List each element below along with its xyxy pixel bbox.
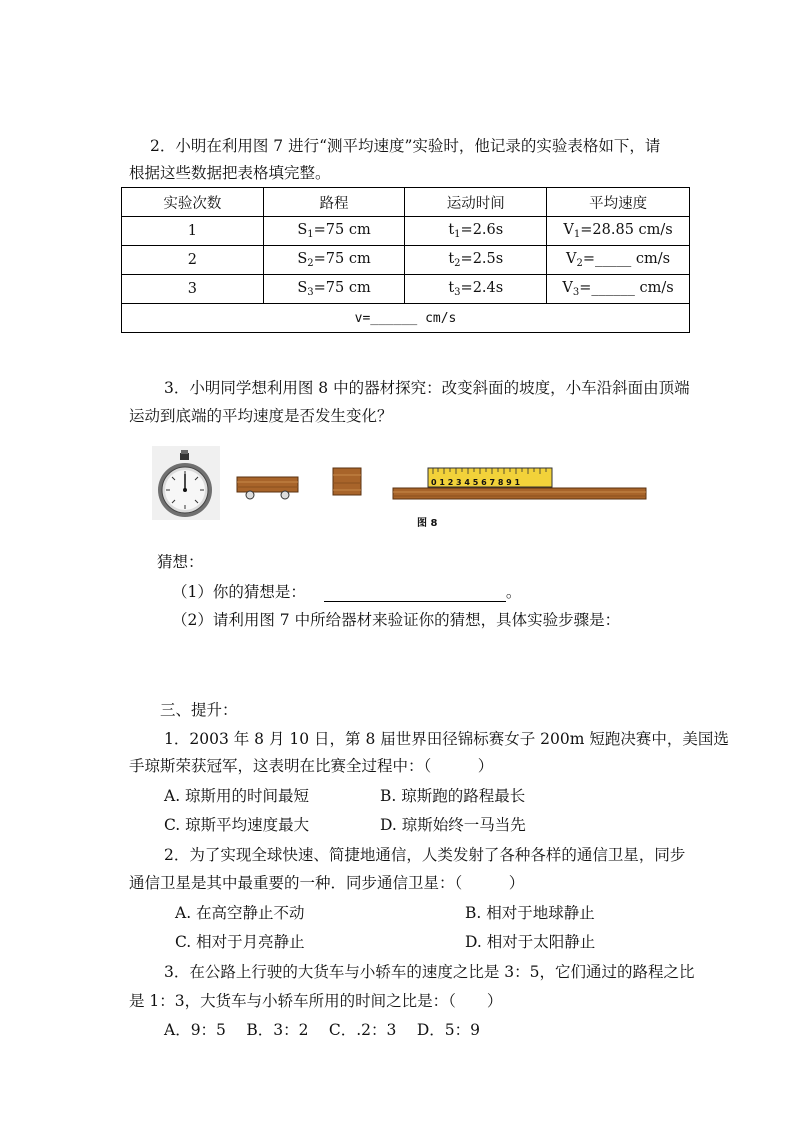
distance-cell bbox=[263, 275, 405, 304]
subscript: 1 bbox=[307, 229, 314, 240]
cart-icon bbox=[237, 477, 298, 499]
q3-line1: 3．小明同学想利用图 8 中的器材探究：改变斜面的坡度，小车沿斜面由顶端 bbox=[164, 379, 690, 397]
table-row bbox=[122, 275, 690, 304]
trial-number-cell: 3 bbox=[122, 275, 264, 304]
subscript: 2 bbox=[454, 258, 461, 269]
time-symbol: t bbox=[448, 222, 455, 238]
time-cell bbox=[405, 217, 547, 246]
speed-symbol: V bbox=[566, 251, 577, 267]
stopwatch-icon bbox=[152, 446, 220, 520]
s3-q1-line1: 1．2003 年 8 月 10 日，第 8 届世界田径锦标赛女子 200m 短跑决赛中，美国选 bbox=[164, 730, 729, 748]
s3-q1-line2: 手琼斯荣获冠军，这表明在比赛全过程中：（ ） bbox=[129, 757, 494, 775]
header-cell: 路程 bbox=[263, 188, 405, 217]
header-cell: 运动时间 bbox=[405, 188, 547, 217]
q2-line2: 根据这些数据把表格填完整。 bbox=[129, 164, 331, 182]
distance-cell bbox=[263, 246, 405, 275]
speed-symbol: V bbox=[562, 280, 573, 296]
speed-cell bbox=[547, 275, 690, 304]
s3-q1-option-b: B. 琼斯跑的路程最长 bbox=[380, 787, 526, 805]
s3-q3-line1: 3．在公路上行驶的大货车与小轿车的速度之比是 3：5，它们通过的路程之比 bbox=[164, 963, 695, 981]
speed-symbol: V bbox=[563, 222, 574, 238]
subscript: 3 bbox=[454, 287, 461, 298]
ruler-icon bbox=[428, 468, 552, 487]
time-cell bbox=[405, 275, 547, 304]
q3-line2: 运动到底端的平均速度是否发生变化？ bbox=[129, 407, 393, 425]
s3-q1-option-c: C. 琼斯平均速度最大 bbox=[164, 816, 310, 834]
header-cell: 平均速度 bbox=[547, 188, 690, 217]
table-row bbox=[122, 217, 690, 246]
table-row bbox=[122, 246, 690, 275]
s3-q3-options: A．9：5 B．3：2 C．.2：3 D．5：9 bbox=[164, 1021, 480, 1039]
s3-q1-option-d: D. 琼斯始终一马当先 bbox=[380, 816, 526, 834]
ruler-digits: 0 1 2 3 4 5 6 7 8 9 1 bbox=[431, 478, 521, 487]
s3-q2-option-c: C. 相对于月亮静止 bbox=[175, 933, 305, 951]
answer-blank[interactable] bbox=[324, 586, 506, 602]
trial-number-cell: 1 bbox=[122, 217, 264, 246]
subscript: 1 bbox=[573, 229, 581, 240]
figure-8 bbox=[150, 444, 650, 524]
average-speed-value: v=______ cm/s bbox=[354, 311, 457, 326]
figure-caption: 图 8 bbox=[417, 518, 438, 529]
s3-q2-option-a: A. 在高空静止不动 bbox=[175, 904, 305, 922]
section-3-title: 三、提升： bbox=[160, 701, 238, 719]
distance-symbol: S bbox=[297, 251, 308, 267]
guess-item-2: （2）请利用图 7 中所给器材来验证你的猜想，具体实验步骤是： bbox=[172, 611, 621, 629]
average-speed-cell bbox=[122, 304, 690, 333]
distance-value: =75 cm bbox=[313, 222, 371, 238]
guess-item-1-text: （1）你的猜想是： bbox=[172, 583, 306, 601]
time-symbol: t bbox=[448, 280, 455, 296]
subscript: 3 bbox=[307, 287, 314, 298]
table-footer-row bbox=[122, 304, 690, 333]
subscript: 2 bbox=[576, 258, 583, 269]
subscript: 2 bbox=[307, 258, 314, 269]
subscript: 1 bbox=[454, 229, 461, 240]
distance-symbol: S bbox=[297, 280, 308, 296]
s3-q2-option-d: D. 相对于太阳静止 bbox=[465, 933, 596, 951]
time-value: =2.5s bbox=[460, 251, 504, 267]
incline-board-icon bbox=[393, 488, 646, 499]
time-cell bbox=[405, 246, 547, 275]
distance-value: =75 cm bbox=[313, 251, 371, 267]
distance-symbol: S bbox=[297, 222, 308, 238]
speed-cell bbox=[547, 246, 690, 275]
table-header-row bbox=[122, 188, 690, 217]
header-cell: 实验次数 bbox=[122, 188, 264, 217]
speed-value: =_____ cm/s bbox=[582, 251, 671, 267]
experiment-table bbox=[121, 187, 690, 333]
time-symbol: t bbox=[448, 251, 455, 267]
guess-title: 猜想： bbox=[157, 553, 204, 571]
speed-value: =28.85 cm/s bbox=[580, 222, 673, 238]
wooden-block-icon bbox=[333, 468, 361, 495]
q2-line1: 2．小明在利用图 7 进行“测平均速度”实验时，他记录的实验表格如下，请 bbox=[150, 137, 661, 155]
trial-number-cell: 2 bbox=[122, 246, 264, 275]
time-value: =2.4s bbox=[460, 280, 504, 296]
speed-cell bbox=[547, 217, 690, 246]
distance-value: =75 cm bbox=[313, 280, 371, 296]
time-value: =2.6s bbox=[460, 222, 504, 238]
s3-q2-option-b: B. 相对于地球静止 bbox=[465, 904, 595, 922]
s3-q1-option-a: A. 琼斯用的时间最短 bbox=[164, 787, 310, 805]
guess-item-1-end: 。 bbox=[505, 583, 522, 601]
subscript: 3 bbox=[572, 287, 580, 298]
s3-q3-line2: 是 1：3，大货车与小轿车所用的时间之比是：（ ） bbox=[129, 992, 503, 1010]
s3-q2-line1: 2．为了实现全球快速、简捷地通信，人类发射了各种各样的通信卫星，同步 bbox=[164, 846, 686, 864]
guess-item-1 bbox=[172, 582, 521, 602]
distance-cell bbox=[263, 217, 405, 246]
speed-value: =______ cm/s bbox=[579, 280, 674, 296]
s3-q2-line2: 通信卫星是其中最重要的一种．同步通信卫星：（ ） bbox=[129, 874, 525, 892]
